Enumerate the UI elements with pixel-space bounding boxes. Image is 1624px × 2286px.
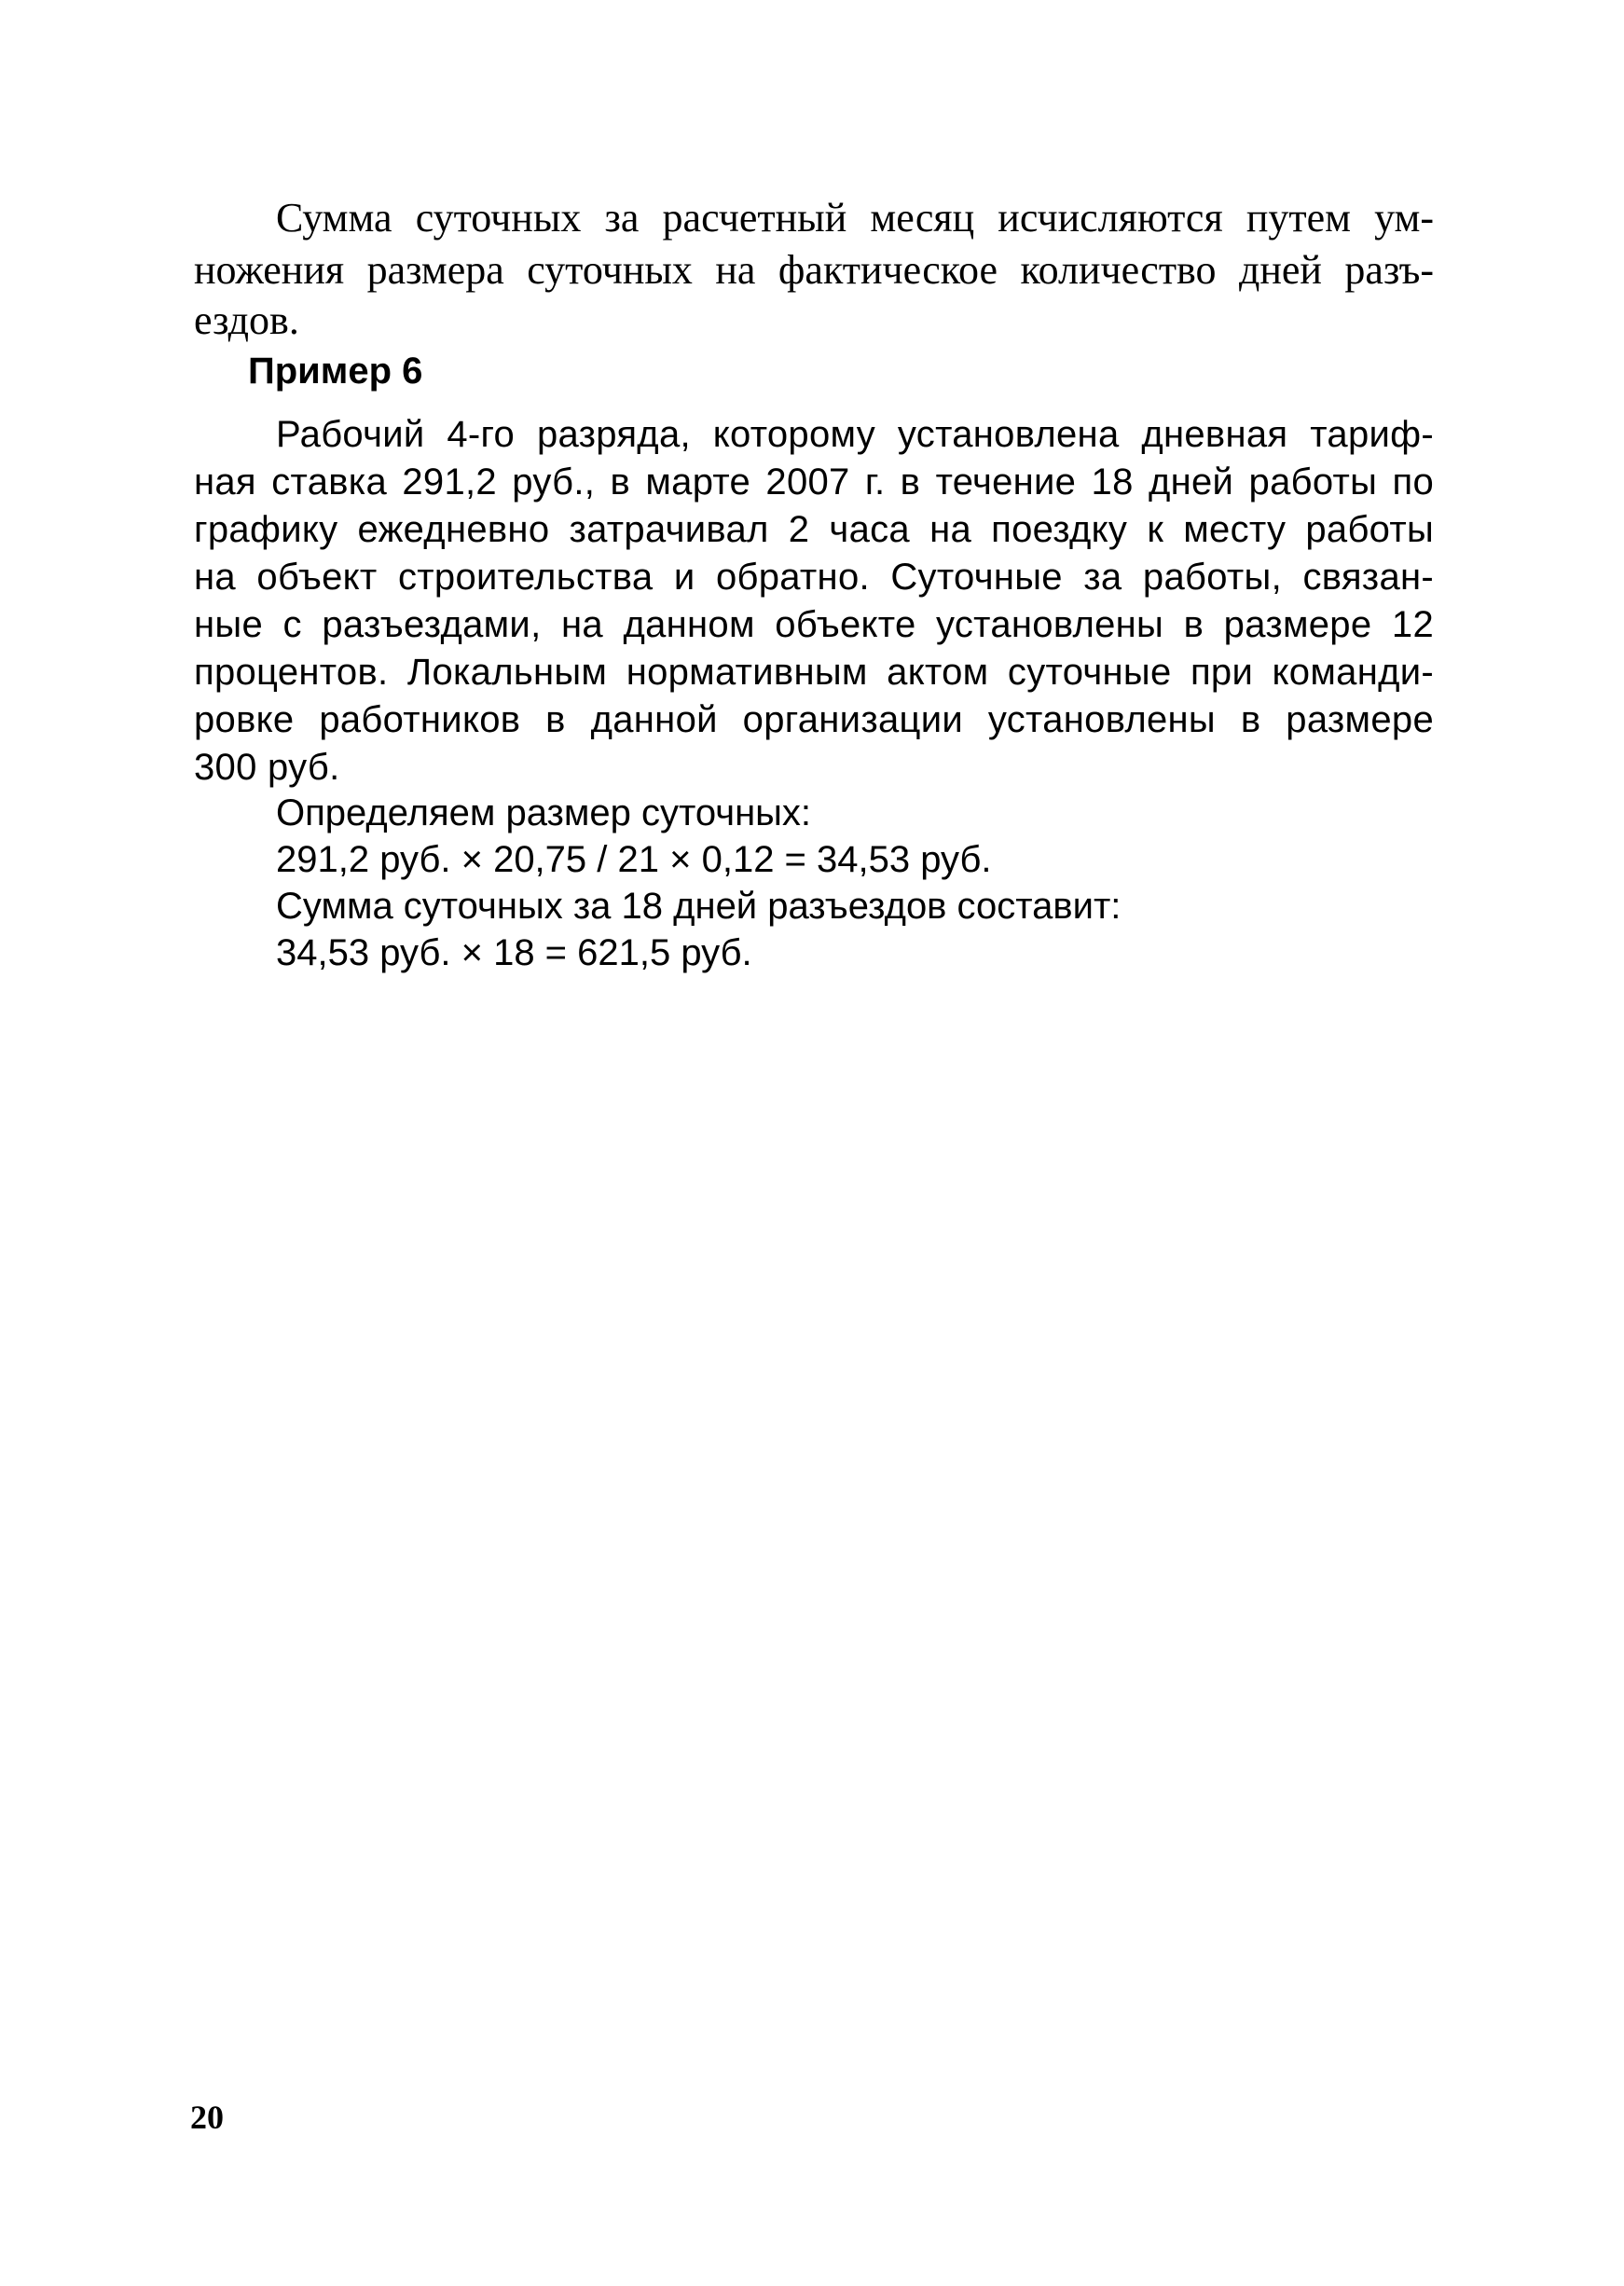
example-line: на объект строительства и обратно. Суточные за работы, связан-	[194, 557, 1434, 598]
intro-line: Сумма суточных за расчетный месяц исчисляются путем ум-	[276, 195, 1434, 241]
example-heading: Пример 6	[248, 351, 423, 392]
intro-line: ездов.	[194, 297, 299, 343]
calc-line: Определяем размер суточных:	[276, 792, 812, 833]
intro-line: ножения размера суточных на фактическое количество дней разъ-	[194, 247, 1434, 293]
example-line: ная ставка 291,2 руб., в марте 2007 г. в течение 18 дней работы по	[194, 461, 1434, 503]
example-line: ровке работников в данной организации установлены в размере	[194, 699, 1434, 740]
example-line: Рабочий 4-го разряда, которому установлена дневная тариф-	[276, 414, 1434, 455]
calc-formula: 34,53 руб. × 18 = 621,5 руб.	[276, 932, 752, 973]
example-line: 300 руб.	[194, 747, 340, 788]
page-number: 20	[190, 2099, 224, 2136]
example-line: процентов. Локальным нормативным актом суточные при команди-	[194, 652, 1434, 693]
calc-formula: 291,2 руб. × 20,75 / 21 × 0,12 = 34,53 руб.	[276, 839, 992, 880]
example-line: ные с разъездами, на данном объекте установлены в размере 12	[194, 604, 1434, 645]
calc-line: Сумма суточных за 18 дней разъездов составит:	[276, 886, 1122, 927]
example-line: графику ежедневно затрачивал 2 часа на поездку к месту работы	[194, 509, 1434, 550]
